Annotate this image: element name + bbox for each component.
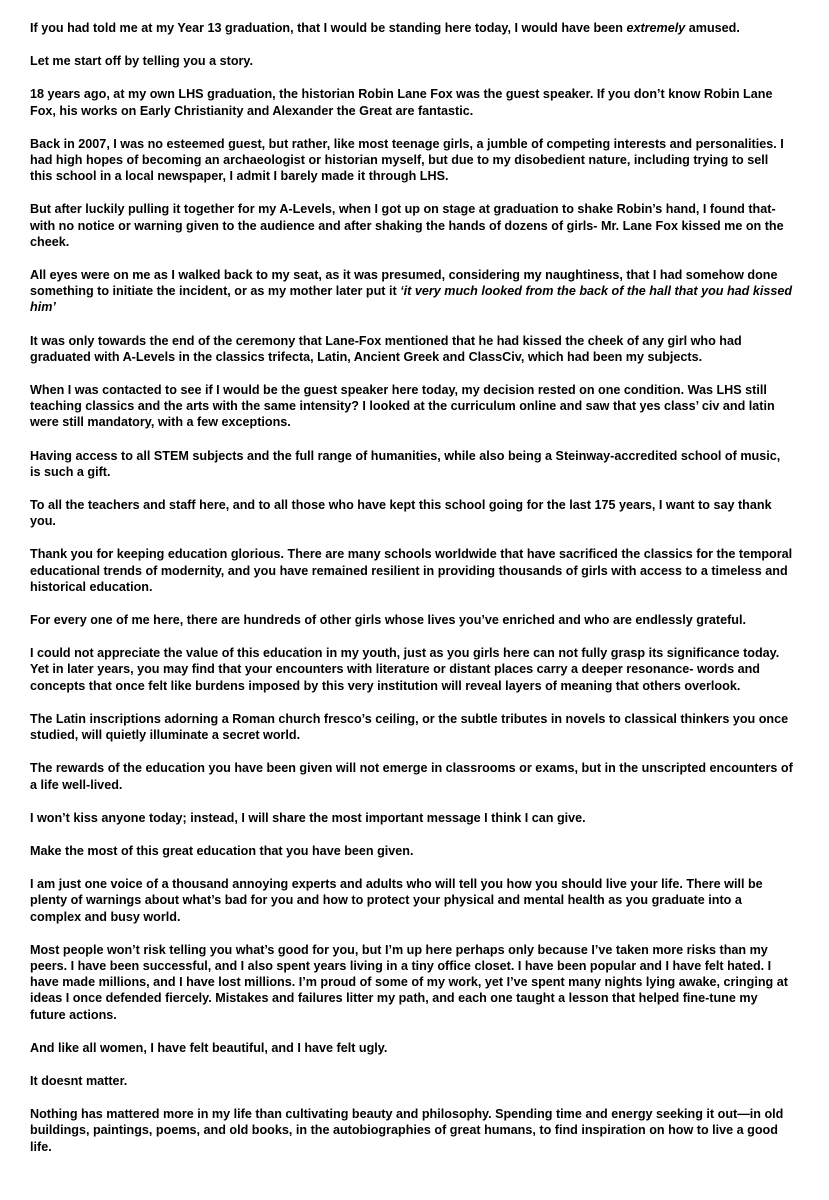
paragraph bbox=[30, 497, 793, 529]
paragraph bbox=[30, 267, 793, 316]
emphasis-text: ‘it very much looked from the back of the hall that you had kissed him’ bbox=[30, 284, 793, 315]
paragraph-text: Thank you for keeping education glorious. There are many schools worldwide that have sacrificed the classics for the temporal educational trends of modernity, and you have remained resilient in providing thousands of girls with access to a timeless and historical education. bbox=[30, 547, 793, 594]
paragraph-text: I am just one voice of a thousand annoying experts and adults who will tell you how you should live your life. There will be plenty of warnings about what’s bad for you and how to protect your physical and mental health as you graduate into a complex and busy world. bbox=[30, 877, 763, 924]
paragraph bbox=[30, 760, 793, 792]
paragraph bbox=[30, 20, 793, 36]
paragraph-text: 18 years ago, at my own LHS graduation, the historian Robin Lane Fox was the guest speaker. If you don’t know Robin Lane Fox, his works on Early Christianity and Alexander the Great are fantastic. bbox=[30, 87, 773, 118]
paragraph-text: amused. bbox=[685, 21, 740, 35]
paragraph-text: Most people won’t risk telling you what’s good for you, but I’m up here perhaps only because I’ve taken more risks than my peers. I have been successful, and I also spent years living in a tiny office closet. I have been popular and I have felt hated. I have made millions, and I have lost millions. I’m proud of some of my work, yet I’ve spent many nights lying awake, cringing at ideas I once defended fiercely. Mistakes and failures litter my path, and each one taught a lesson that helped fine-tune my future actions. bbox=[30, 942, 788, 1022]
paragraph-text: Nothing has mattered more in my life than cultivating beauty and philosophy. Spending time and energy seeking it out—in old buildings, paintings, poems, and old books, in the autobiographies of great humans, to find inspiration on how to live a good life. bbox=[30, 1107, 784, 1154]
paragraph bbox=[30, 942, 793, 1023]
paragraph-text: When I was contacted to see if I would be the guest speaker here today, my decision rested on one condition. Was LHS still teaching classics and the arts with the same intensity? I looked at the curriculum online and saw that yes class’ civ and latin were still mandatory, with a few exceptions. bbox=[30, 383, 775, 430]
paragraph bbox=[30, 546, 793, 595]
paragraph-text: For every one of me here, there are hundreds of other girls whose lives you’ve enriched and who are endlessly grateful. bbox=[30, 613, 746, 628]
paragraph-text: Let me start off by telling you a story. bbox=[30, 54, 253, 69]
paragraph-text: But after luckily pulling it together for my A-Levels, when I got up on stage at graduation to shake Robin’s hand, I found that- with no notice or warning given to the audience and after shaking the hands of dozens of girls- Mr. Lane Fox kissed me on the cheek. bbox=[30, 202, 784, 249]
paragraph-text: Back in 2007, I was no esteemed guest, but rather, like most teenage girls, a jumble of competing interests and personalities. I had high hopes of becoming an archaeologist or historian myself, but due to my disobedient nature, including trying to sell this school in a local newspaper, I admit I barely made it through LHS. bbox=[30, 136, 784, 184]
paragraph bbox=[30, 201, 793, 250]
paragraph-text: If you had told me at my Year 13 graduation, that I would be standing here today, I would have been bbox=[30, 21, 627, 35]
paragraph bbox=[30, 612, 793, 628]
paragraph bbox=[30, 86, 793, 118]
paragraph bbox=[30, 810, 793, 826]
paragraph bbox=[30, 876, 793, 925]
paragraph-text: The rewards of the education you have been given will not emerge in classrooms or exams, but in the unscripted encounters of a life well-lived. bbox=[30, 761, 793, 792]
speech-text bbox=[30, 20, 793, 1155]
paragraph-text: And like all women, I have felt beautiful, and I have felt ugly. bbox=[30, 1040, 388, 1055]
paragraph-text: I could not appreciate the value of this education in my youth, just as you girls here can not fully grasp its significance today. Yet in later years, you may find that your encounters with literature or distant places carry a deeper resonance- words and concepts that once felt like burdens imposed by this very institution will reveal layers of meaning that others overlook. bbox=[30, 646, 780, 693]
paragraph bbox=[30, 382, 793, 431]
paragraph-text: I won’t kiss anyone today; instead, I will share the most important message I think I can give. bbox=[30, 810, 586, 825]
paragraph bbox=[30, 333, 793, 365]
paragraph bbox=[30, 136, 793, 185]
emphasis-text: extremely bbox=[626, 21, 686, 35]
paragraph bbox=[30, 1073, 793, 1089]
paragraph bbox=[30, 53, 793, 69]
paragraph-text: Make the most of this great education that you have been given. bbox=[30, 843, 414, 858]
paragraph bbox=[30, 843, 793, 859]
paragraph bbox=[30, 645, 793, 694]
paragraph bbox=[30, 1040, 793, 1056]
paragraph bbox=[30, 448, 793, 480]
paragraph-text: The Latin inscriptions adorning a Roman church fresco’s ceiling, or the subtle tributes in novels to classical thinkers you once studied, will quietly illuminate a secret world. bbox=[30, 711, 789, 743]
paragraph-text: It doesnt matter. bbox=[30, 1073, 128, 1088]
paragraph-text: To all the teachers and staff here, and to all those who have kept this school going for the last 175 years, I want to say thank you. bbox=[30, 498, 772, 529]
paragraph-text: It was only towards the end of the ceremony that Lane-Fox mentioned that he had kissed the cheek of any girl who had graduated with A-Levels in the classics trifecta, Latin, Ancient Greek and ClassCiv, which had been my subjects. bbox=[30, 333, 742, 364]
paragraph-text: Having access to all STEM subjects and the full range of humanities, while also being a Steinway-accredited school of music, is such a gift. bbox=[30, 448, 781, 479]
paragraph bbox=[30, 1106, 793, 1155]
paragraph bbox=[30, 711, 793, 743]
paragraph-text: All eyes were on me as I walked back to my seat, as it was presumed, considering my naughtiness, that I had somehow done something to initiate the incident, or as my mother later put it bbox=[30, 268, 778, 299]
